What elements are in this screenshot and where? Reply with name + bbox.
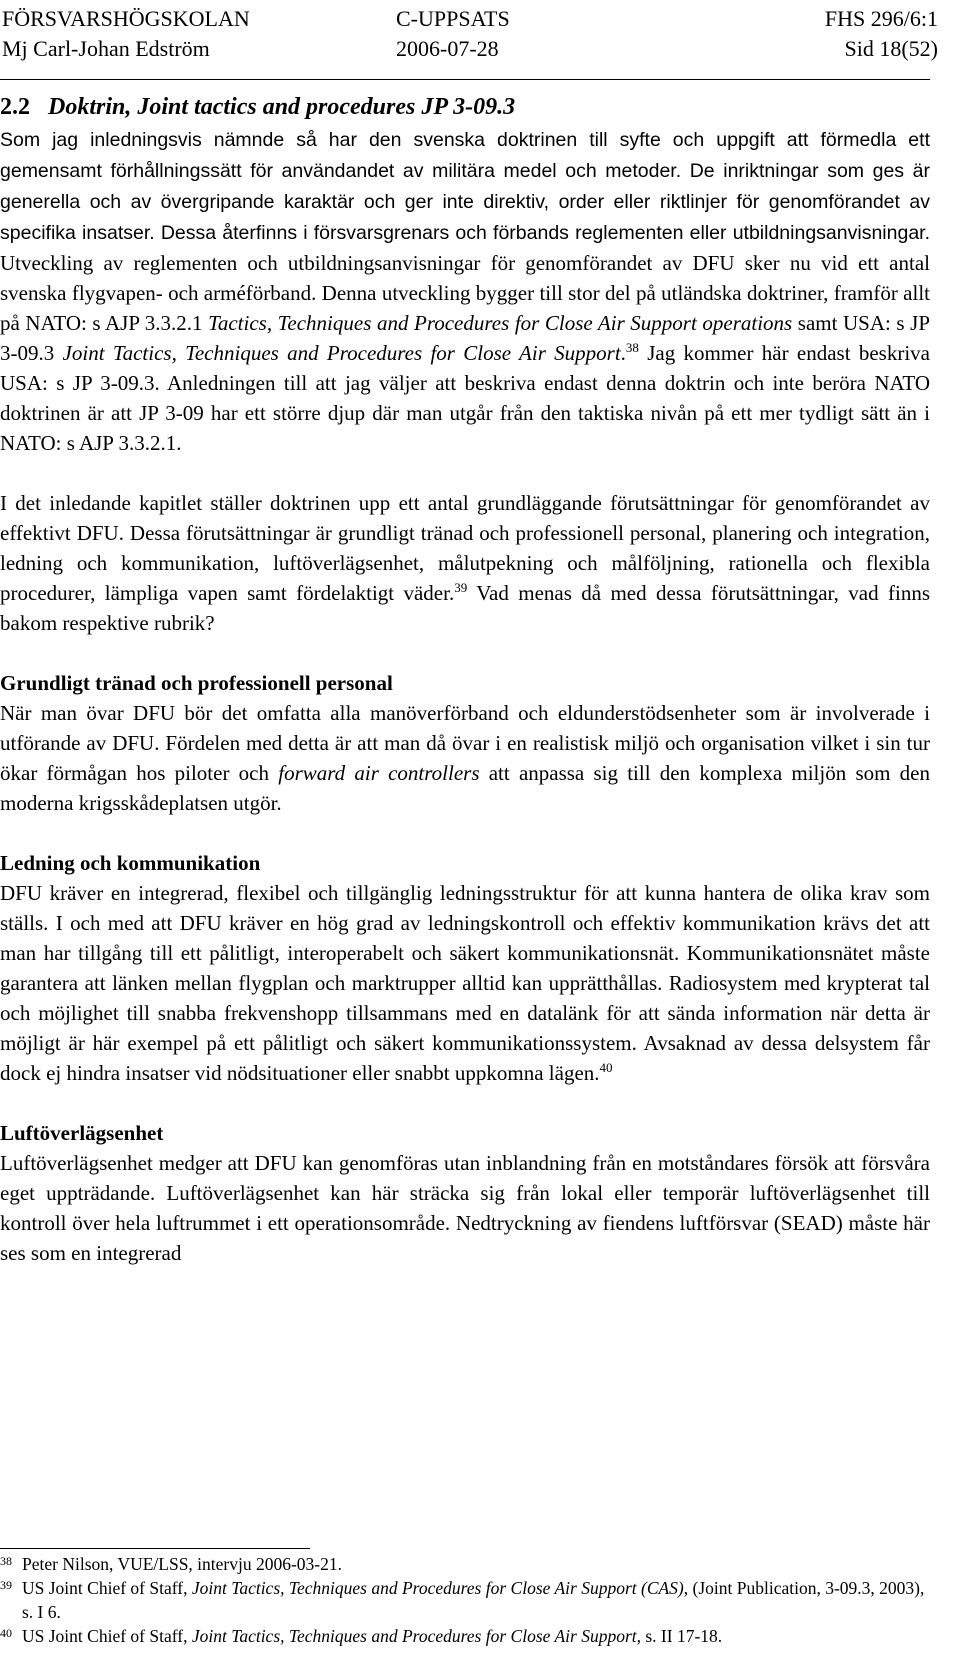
paragraph-1-italic-title-2: Joint Tactics, Techniques and Procedures for Close Air Support (62, 341, 621, 365)
footnote-text: Peter Nilson, VUE/LSS, intervju 2006-03-21. (22, 1554, 343, 1574)
paragraph-1-sans-text: Som jag inledningsvis nämnde så har den svenska doktrinen till syfte och uppgift att förmedla ett gemensamt förhållningssätt för användandet av militära medel och metoder. De inriktningar som ges är generella och av övergripande karaktär och ger inte direktiv, order eller riktlinjer för genomförandet av specifika insatser. Dessa återfinns i försvarsgrenars och förbands reglementen eller utbildningsanvisningar. (0, 129, 930, 244)
s1-text-a: När man övar DFU bör det omfatta alla manöverförband och eldunderstödsenheter som är involverade i utförande av DFU. Fördelen med detta är att man då övar i en realistisk miljö och organisation vilket i sin tur ökar förmågan hos piloter och (0, 701, 930, 785)
paragraph-command-communication (0, 878, 930, 1088)
subheading-command-communication: Ledning och kommunikation (0, 851, 261, 875)
footnotes (0, 1552, 930, 1648)
footnote-ref-38[interactable]: 38 (625, 340, 639, 355)
footnote-divider (0, 1548, 310, 1549)
s1-text-c: att anpassa sig till den komplexa miljön som den moderna krigsskådeplatsen utgör. (0, 761, 930, 815)
footnote-text-tail: , (Joint Publication, 3-09.3, 2003), s. I 6. (22, 1578, 925, 1622)
footnote-ref-39[interactable]: 39 (454, 580, 468, 595)
header-date: 2006-07-28 (396, 36, 499, 61)
paragraph-gap (0, 818, 930, 848)
header-author: Mj Carl-Johan Edström (2, 36, 210, 61)
paragraph-air-superiority: Luftöverlägsenhet medger att DFU kan genomföras utan inblandning från en motståndares försök att försvåra eget uppträdande. Luftöverlägsenhet kan här sträcka sig från lokal eller temporär luftöverlägsenhet till kontroll över hela luftrummet i ett operationsområde. Nedtryckning av fiendens luftförsvar (SEAD) måste här ses som en integrerad (0, 1151, 930, 1265)
paragraph-1-italic-title-1: Tactics, Techniques and Procedures for Close Air Support operations (208, 311, 793, 335)
paragraph-gap (0, 638, 930, 668)
footnote-text: US Joint Chief of Staff, (22, 1578, 192, 1598)
paragraph-doctrine-intro (0, 124, 930, 458)
paragraph-gap (0, 458, 930, 488)
page-header (2, 4, 938, 64)
paragraph-gap (0, 1088, 930, 1118)
paragraph-1-text-f: . (620, 341, 626, 365)
paragraph-2-text-a: I det inledande kapitlet ställer doktrinen upp ett antal grundläggande förutsättningar för genomförandet av effektivt DFU. Dessa förutsättningar är grundligt tränad och professionell personal, planering och integration, ledning och kommunikation, luftöverlägsenhet, målutpekning och målföljning, rationella och flexibla procedurer, lämpliga vapen samt fördelaktigt väder. (0, 491, 930, 605)
paragraph-1-text-g: Jag kommer här endast beskriva USA: s JP 3-09.3. Anledningen till att jag väljer att beskriva endast denna doktrin och inte beröra NATO doktrinen är att JP 3-09 har ett större djup där man utgår från den taktiska nivån på ett mer tydligt sätt än i NATO: s AJP 3.3.2.1. (0, 341, 930, 455)
s1-italic-term: forward air controllers (278, 761, 480, 785)
header-doc-type: C-UPPSATS (396, 6, 510, 31)
header-divider (0, 79, 930, 80)
section-title: Doktrin, Joint tactics and procedures JP 3-09.3 (48, 94, 516, 120)
header-school: FÖRSVARSHÖGSKOLAN (2, 6, 250, 31)
footnote-text: US Joint Chief of Staff, (22, 1626, 192, 1646)
header-page-number: Sid 18(52) (844, 36, 938, 61)
paragraph-2-text-b: Vad menas då med dessa förutsättningar, vad finns bakom respektive rubrik? (0, 581, 930, 635)
footnote-italic-title: Joint Tactics, Techniques and Procedures for Close Air Support, (191, 1626, 641, 1646)
main-content (0, 90, 930, 1268)
subheading-air-superiority: Luftöverlägsenhet (0, 1121, 164, 1145)
footnote-ref-40[interactable]: 40 (599, 1060, 613, 1075)
footnote-39: 39 US Joint Chief of Staff, Joint Tactics, Techniques and Procedures for Close Air Support (CAS), (Joint Publication, 3-09.3, 2003), s. I 6. (0, 1578, 925, 1622)
section-number: 2.2 (0, 94, 30, 120)
footnote-40: 40 US Joint Chief of Staff, Joint Tactics, Techniques and Procedures for Close Air Support, s. II 17-18. (0, 1626, 723, 1646)
subheading-trained-personnel: Grundligt tränad och professionell personal (0, 671, 393, 695)
header-row-1 (2, 4, 938, 34)
footnote-38: 38 Peter Nilson, VUE/LSS, intervju 2006-03-21. (0, 1554, 343, 1574)
paragraph-prerequisites (0, 488, 930, 638)
paragraph-trained-personnel (0, 698, 930, 818)
header-course: FHS 296/6:1 (824, 6, 938, 31)
section-heading (0, 90, 930, 124)
footnote-text-tail: s. II 17-18. (641, 1626, 723, 1646)
header-row-2 (2, 34, 938, 64)
footnote-italic-title: Joint Tactics, Techniques and Procedures for Close Air Support (CAS) (191, 1578, 684, 1598)
s2-text-a: DFU kräver en integrerad, flexibel och tillgänglig ledningsstruktur för att kunna hantera de olika krav som ställs. I och med att DFU kräver en hög grad av ledningskontroll och effektiv kommunikation krävs det att man har tillgång till ett pålitligt, interoperabelt och säkert kommunikationsnät. Kommunikationsnätet måste garantera att länken mellan flygplan och marktrupper alltid kan upprätthållas. Radiosystem med krypterat tal och möjlighet till snabba frekvenshopp tillsammans med en datalänk för att sända information när detta är möjligt är här exempel på ett pålitligt och säkert kommunikationssystem. Avsaknad av dessa delsystem får dock ej hindra insatser vid nödsituationer eller snabbt uppkomna lägen. (0, 881, 930, 1085)
paragraph-1-text-d: samt USA: s JP 3-09.3 (0, 311, 931, 365)
paragraph-1-text-b: Utveckling av reglementen och utbildningsanvisningar för genomförandet av DFU sker nu vid ett antal svenska flygvapen- och arméförband. Denna utveckling bygger till stor del på utländska doktriner, framför allt på NATO: s AJP 3.3.2.1 (0, 251, 930, 335)
